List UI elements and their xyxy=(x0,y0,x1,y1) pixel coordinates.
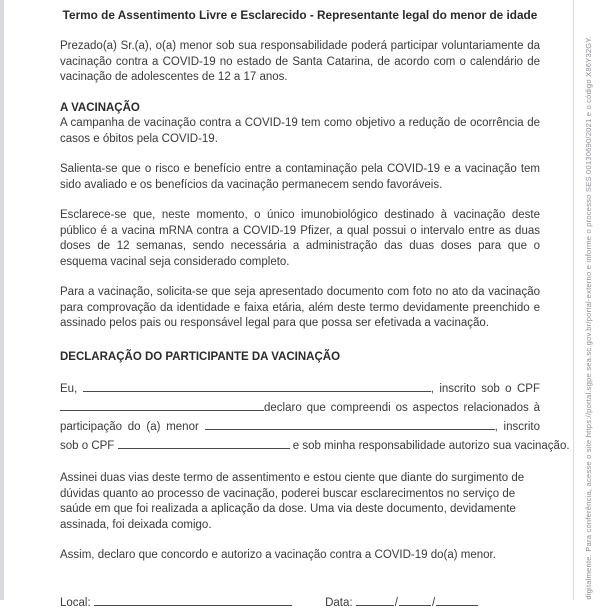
form-line1-label: Eu, xyxy=(60,383,78,395)
date-month-blank[interactable] xyxy=(399,594,431,606)
minor-name-blank[interactable] xyxy=(205,418,495,430)
intro-paragraph: Prezado(a) Sr.(a), o(a) menor sob sua responsabilidade poderá participar voluntariamente da vacinação contra a COVID-19 no estado de Santa Catarina, de acordo com o calendário de vacinação de adolescentes de 12 a 17 anos. xyxy=(60,40,540,83)
form-line1-suffix: , inscrito sob o CPF xyxy=(430,383,540,395)
date-day-blank[interactable] xyxy=(356,594,394,606)
form-line-4 xyxy=(60,437,570,456)
form-line-3 xyxy=(60,418,540,437)
responsible-name-blank[interactable] xyxy=(83,380,431,392)
section-heading-vacinacao: A VACINAÇÃO xyxy=(60,101,140,114)
document-content xyxy=(60,8,570,613)
form-line-1 xyxy=(60,380,540,399)
responsible-cpf-blank[interactable] xyxy=(60,399,264,411)
paragraph-authorize: Assim, declaro que concordo e autorizo a vacinação contra a COVID-19 do(a) menor. xyxy=(60,549,496,561)
form-line3-label: participação do (a) menor xyxy=(60,421,199,433)
data-label: Data: xyxy=(325,596,353,609)
page-left-edge xyxy=(0,0,4,600)
local-blank[interactable] xyxy=(94,594,292,606)
form-line3-suffix: , inscrito xyxy=(494,421,540,433)
local-label: Local: xyxy=(60,596,91,609)
digital-signature-verification-text: digitalmente. Para conferência, acesse o site https://portal.sgpe.sea.sc.gov.br/portal-externo e informe o processo SES 00130690/2021 e o código X86Y32GY. xyxy=(584,36,593,600)
declaration-form xyxy=(60,380,570,456)
form-line4-label: sob o CPF xyxy=(60,440,115,452)
form-line-2 xyxy=(60,399,540,418)
paragraph-pfizer-doses: Esclarece-se que, neste momento, o único imunobiológico destinado à vacinação deste público é a vacina mRNA contra a COVID-19 Pfizer, a qual possui o intervalo entre as duas doses de 12 semanas, sendo necessária a administração das duas doses para que o esquema vacinal seja considerado completo. xyxy=(60,209,540,268)
paragraph-campaign-objective: A campanha de vacinação contra a COVID-19 tem como objetivo a redução de ocorrência de casos e óbitos pela COVID-19. xyxy=(60,117,540,145)
date-slash-1: / xyxy=(394,596,398,609)
paragraph-risk-benefit: Salienta-se que o risco e benefício entre a contaminação pela COVID-19 e a vacinação tem sido avaliado e os benefícios da vacinação permanecem sendo favoráveis. xyxy=(60,163,540,191)
paragraph-document-required: Para a vacinação, solicita-se que seja apresentado documento com foto no ato da vacinação para comprovação da identidade e faixa etária, além deste termo devidamente preenchido e assinado pelos pais ou responsável legal para que possa ser efetivada a vacinação. xyxy=(60,286,540,329)
local-date-line xyxy=(60,594,540,613)
date-year-blank[interactable] xyxy=(436,594,478,606)
form-line4-suffix: e sob minha responsabilidade autorizo sua vacinação. xyxy=(292,440,570,452)
minor-cpf-blank[interactable] xyxy=(118,437,290,449)
signature-column-divider xyxy=(573,0,574,600)
paragraph-two-copies: Assinei duas vias deste termo de assentimento e estou ciente que diante do surgimento de dúvidas quanto ao processo de vacinação, poderei buscar esclarecimentos no serviço de saúde em que foi realizada a aplicação da dose. Uma via deste documento, devidamente assinada, foi deixada comigo. xyxy=(60,472,525,531)
document-title: Termo de Assentimento Livre e Esclarecido - Representante legal do menor de idade xyxy=(62,8,538,22)
date-slash-2: / xyxy=(432,596,436,609)
form-line2-suffix: declaro que compreendi os aspectos relacionados à xyxy=(264,402,540,414)
section-heading-declaracao: DECLARAÇÃO DO PARTICIPANTE DA VACINAÇÃO xyxy=(60,350,341,363)
